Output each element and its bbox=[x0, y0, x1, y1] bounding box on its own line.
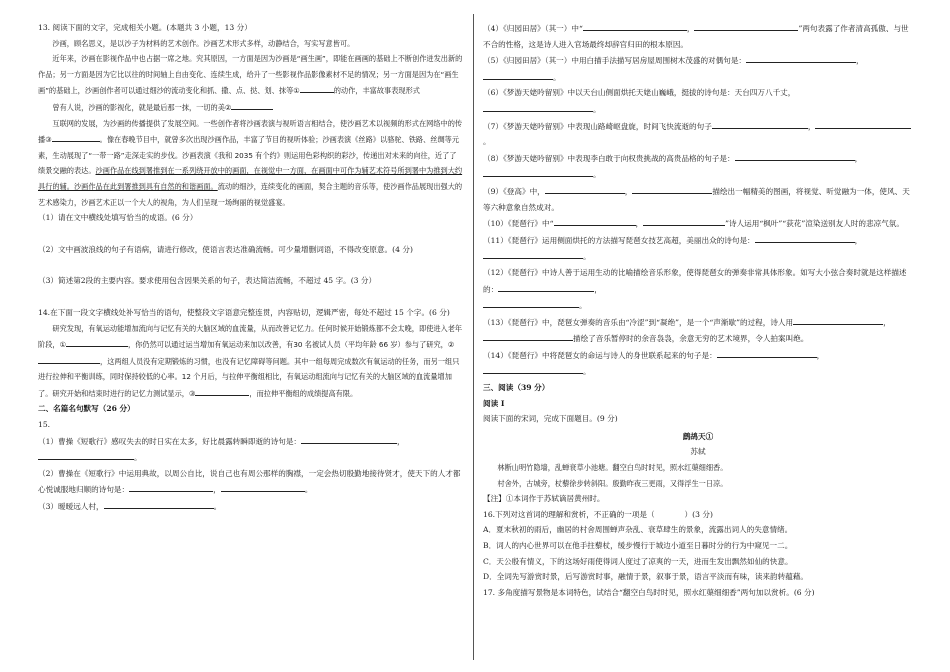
q15-5: （5）《归园田居》（其一）中用白描手法描写居房屋周围树木茂盛的对偶句是： ， 。 bbox=[483, 52, 913, 85]
wavy-sentence: 沙画作品在线到署推到在一系列绕开放中的画面，在视觉中一方面，在画面中可作为辅艺术符号所到署中为推到大约具行的辅。沙画作品在此到署推到具有自然的和谐画面。 bbox=[38, 166, 463, 191]
q15-11: （11）《琵琶行》运用侧面烘托的方法描写琵琶女技艺高超，美丽出众的诗句是： ， 。 bbox=[483, 232, 913, 265]
q15-11-text: （11）《琵琶行》运用侧面烘托的方法描写琵琶女技艺高超，美丽出众的诗句是： bbox=[483, 235, 755, 245]
q14-blank-2[interactable] bbox=[38, 353, 100, 364]
q15-3: （3）暧暧远人村， 。 bbox=[38, 498, 463, 515]
reading-1-label: 阅读 I bbox=[483, 398, 505, 408]
q15-1-text: （1）曹操《短歌行》感叹失去的时日实在太多，好比晨露转瞬即逝的诗句是： bbox=[38, 436, 302, 446]
q15-4-blank-a[interactable] bbox=[583, 20, 687, 31]
poem-note: 【注】①本词作于苏轼谪居黄州时。 bbox=[483, 494, 605, 504]
q16-text: 16.下列对这首词的理解和赏析，不正确的一项是（ bbox=[483, 509, 655, 519]
q15-8-blank-b[interactable] bbox=[483, 166, 593, 177]
q15-1-blank-a[interactable] bbox=[301, 433, 397, 444]
q15-2-blank-a[interactable] bbox=[129, 481, 213, 492]
q15-12-text: （12）《琵琶行》中诗人善于运用生动的比喻描绘音乐形象，使得琵琶女的弹奏非常具体形象。如写大小弦合奏时就是这样描述的： bbox=[483, 267, 907, 294]
q15-5-blank-b[interactable] bbox=[483, 69, 553, 80]
q15-13-blank-b[interactable] bbox=[483, 330, 573, 341]
q15: 15. bbox=[38, 420, 51, 430]
passage-p4-b: 。像在春晚节目中，就曾多次出现沙画作品，丰富了节目的视听体验；沙画表演《丝路》以骆驼、铁路、丝绸等元素，生动展现了“一带一路”走深走实的步伐。沙画表演《我和 2035 有个约》则运用色彩构织的彩沙，传递出对未来的向往，近了了绩景交融的表达。 bbox=[38, 135, 460, 176]
q15-8-blank-a[interactable] bbox=[735, 150, 855, 161]
q14-blank-1[interactable] bbox=[66, 336, 128, 347]
right-column bbox=[483, 20, 913, 600]
column-divider bbox=[473, 14, 474, 660]
poem-title: 鹧鸪天① bbox=[682, 431, 714, 441]
passage-p3 bbox=[38, 99, 463, 116]
q15-6-text: （6）《梦游天姥吟留别》中以天台山侧面烘托天姥山巍峨，挺拔的诗句是：天台四万八千丈， bbox=[483, 88, 796, 98]
q15-11-blank-b[interactable] bbox=[483, 248, 583, 259]
q16-option-d[interactable]: D．全词先写游赏时景，后写游赏时事，融情于景，叙事于景，语言平淡而有味，读来韵转蕴藉。 bbox=[483, 572, 809, 582]
passage-p4-d: 流动的细沙，连续变化的画面，契合主题的音乐等，使沙画作品展现出强大的艺术感染力，沙画艺术正以一个大人的视角，为人们呈现一场绚丽的视觉盛宴。 bbox=[38, 181, 463, 207]
passage-p2 bbox=[38, 51, 463, 99]
q15-14-blank-b[interactable] bbox=[483, 363, 583, 374]
q15-9-tail: 描绘出一幅精美的图画，将视觉、听觉融为一体，使风、天等六种意象自然成对。 bbox=[483, 186, 910, 212]
q15-14: （14）《琵琶行》中将琵琶女的命运与诗人的身世联系起来的句子是： ，。 bbox=[483, 347, 913, 380]
q15-10-tail: 诗人运用“枫叶”“荻花”渲染送别友人时的悲凉气氛。 bbox=[728, 219, 904, 229]
left-column bbox=[38, 20, 463, 515]
q15-6-blank[interactable] bbox=[483, 101, 593, 112]
q15-9-blank-a[interactable] bbox=[545, 183, 625, 194]
q15-8: （8）《梦游天姥吟留别》中表现李白敢于向权贵挑战的高贵品格的句子是： ， 。 bbox=[483, 150, 913, 183]
q15-1-blank-b[interactable] bbox=[38, 449, 134, 460]
q15-12: （12）《琵琶行》中诗人善于运用生动的比喻描绘音乐形象，使得琵琶女的弹奏非常具体形象。如写大小弦合奏时就是这样描述的： ， 。 bbox=[483, 267, 907, 311]
passage-p2-text: 近年来，沙画在影视作品中也占据一席之地。究其原因，一方面是因为沙画是“画生画”，即能在画画的基础上不断创作迸发出新的作品；另一方面是因为它比以往的时间轴上自由变化、连续生成，给升了一些影视作品影像素材不足的情况；另一方面是因为在“画生画”的基础上，沙画创作者可以通过细沙的流动变化和抓、撒、点、挞、划、抹等① bbox=[38, 54, 463, 96]
q15-7: （7）《梦游天姥吟留别》中表现山路崎岖盘旋，时间飞快流逝的句子 ，。 bbox=[483, 118, 913, 150]
q15-13-blank-a[interactable] bbox=[793, 314, 883, 325]
poem-author: 苏轼 bbox=[690, 447, 706, 457]
q15-2: （2）曹操在《短歌行》中运用典故，以周公自比，说自己也有周公那样的胸襟，一定会热切殷勤地接待贤才，使天下的人才都心悦诚服地归顺的诗句是： ， 。 bbox=[38, 468, 461, 495]
q15-14-text: （14）《琵琶行》中将琵琶女的命运与诗人的身世联系起来的句子是： bbox=[483, 350, 717, 360]
q15-6: （6）《梦游天姥吟留别》中以天台山侧面烘托天姥山巍峨，挺拔的诗句是：天台四万八千丈， 。 bbox=[483, 88, 796, 114]
q15-8-text: （8）《梦游天姥吟留别》中表现李白敢于向权贵挑战的高贵品格的句子是： bbox=[483, 153, 735, 163]
section-3-header: 三、阅读（39 分） bbox=[483, 383, 550, 393]
q15-7-blank-b[interactable] bbox=[815, 118, 911, 129]
q15-13-tail: 描绘了音乐暂停时的余音袅袅，余意无穷的艺术境界，令人拍案叫绝。 bbox=[573, 334, 809, 344]
passage-p4-a: 互联网的发展，为沙画的传播提供了发展空间。一些创作者将沙画表演与视听语言相结合，使沙画艺术以视频的形式在网络中的传播③ bbox=[38, 118, 463, 145]
q16-option-a[interactable]: A．夏末秋初的雨后，幽居的村舍周围蝉声杂乱、衰草肆生的景象，流露出词人的失意情绪。 bbox=[483, 525, 793, 535]
blank-2[interactable] bbox=[231, 99, 273, 110]
q15-13-text: （13）《琵琶行》中，琵琶女弹奏的音乐由“冷涩”到“凝绝”，是一个“声渐歇”的过程，诗人用 bbox=[483, 317, 794, 327]
poem-line-1: 林断山明竹隐墙，乱蝉衰草小池塘。翻空白鸟时时见，照水红蕖细细香。 bbox=[497, 463, 728, 473]
poem-line-2: 村舍外，古城旁，杖藜徐步转斜阳。殷勤昨夜三更雨，又得浮生一日凉。 bbox=[497, 478, 728, 488]
q15-9-blank-b[interactable] bbox=[632, 183, 712, 194]
q14-text bbox=[38, 321, 463, 402]
q13-2: （2）文中画波浪线的句子有语病，请进行修改，使语言表达准确流畅。可少量增删词语，不得改变原意。(4 分) bbox=[38, 244, 413, 254]
q15-9-text: （9）《登高》中， bbox=[483, 186, 545, 196]
q15-1: （1）曹操《短歌行》感叹失去的时日实在太多，好比晨露转瞬即逝的诗句是： ， 。 bbox=[38, 433, 463, 466]
blank-3[interactable] bbox=[52, 131, 100, 142]
q14-text-c: ，这两组人员没有定期锻炼的习惯，也没有记忆障碍等问题。其中一组每周完成数次有氧运动的任务，而另一组只进行拉伸和平衡训练，同时保持较低的心率。12 个月后，与拉伸平衡组相比，有氧运动组流向与记忆有关的大脑区域的血流量增加了。研究开始和结束时进行的记忆力测试显示，③ bbox=[38, 356, 460, 398]
passage-p2-end: 的动作，丰富故事表现形式 bbox=[333, 86, 420, 96]
q15-5-blank-a[interactable] bbox=[746, 52, 856, 63]
passage-p4 bbox=[38, 116, 463, 211]
section-2-header: 二、名篇名句默写（26 分） bbox=[38, 404, 135, 414]
q15-4-text: （4）《归园田居》（其一）中“ bbox=[483, 24, 583, 33]
q15-10: （10）《琵琶行》中“ ， ”诗人运用“枫叶”“荻花”渲染送别友人时的悲凉气氛。 bbox=[483, 215, 913, 232]
q15-3-blank[interactable] bbox=[104, 498, 214, 509]
blank-1[interactable] bbox=[300, 82, 334, 93]
q14-header: 14.在下面一段文字横线处补写恰当的语句，使整段文字语意完整连贯，内容贴切，逻辑严密，每处不超过 15 个字。(6 分) bbox=[38, 307, 450, 317]
q14-blank-3[interactable] bbox=[195, 385, 249, 396]
q15-5-text: （5）《归园田居》（其一）中用白描手法描写居房屋周围树木茂盛的对偶句是： bbox=[483, 56, 747, 66]
q15-2-blank-b[interactable] bbox=[221, 481, 305, 492]
q13-passage bbox=[38, 36, 463, 211]
q14-text-a: 研究发现，有氧运动能增加流向与记忆有关的大脑区域的血流量，从而改善记忆力。任何时候开始锻炼都不会太晚，即使进入老年阶段，① bbox=[38, 323, 463, 350]
q15-10-text: （10）《琵琶行》中“ bbox=[483, 219, 554, 229]
q15-11-blank-a[interactable] bbox=[755, 232, 855, 243]
q15-12-blank-a[interactable] bbox=[498, 281, 594, 292]
q15-10-blank-a[interactable] bbox=[554, 215, 636, 226]
q14-text-b: ，你仍然可以通过运当增加有氧运动来加以改善，有30 名被试人员（平均年龄 66 岁）参与了研究，② bbox=[128, 340, 455, 350]
q15-14-blank-a[interactable] bbox=[717, 347, 817, 358]
q15-4-tail: ”两句表露了作者清高孤傲、与世不合的性格，这是诗人进入官场最终却辞官归田的根本原因。 bbox=[483, 24, 909, 49]
q15-4-blank-b[interactable] bbox=[694, 20, 798, 31]
q16-score: ）(3 分) bbox=[684, 509, 713, 519]
q15-10-blank-b[interactable] bbox=[643, 215, 725, 226]
q15-12-blank-b[interactable] bbox=[483, 297, 579, 308]
q16-option-c[interactable]: C．天公殷有情义，下的这场好雨使得词人度过了凉爽的一天，进而生发出飘然如仙的快意。 bbox=[483, 556, 793, 566]
passage-p1: 沙画，顾名思义，是以沙子为材料的艺术创作。沙画艺术形式多样，动静结合，写实写意皆可。 bbox=[52, 38, 355, 48]
reading-1-intro: 阅读下面的宋词，完成下面题目。(9 分) bbox=[483, 414, 618, 424]
q15-4: （4）《归园田居》（其一）中“ ， ”两句表露了作者清高孤傲、与世不合的性格，这是诗人进入官场最终却辞官归田的根本原因。 bbox=[483, 20, 913, 52]
q17: 17. 多角度描写景物是本词特色，试结合“翻空白鸟时时见，照水红蕖细细香”两句加以赏析。(6 分) bbox=[483, 587, 815, 597]
q14-text-d: ，而拉伸平衡组的成绩提高有限。 bbox=[249, 388, 358, 398]
q15-3-text: （3）暧暧远人村， bbox=[38, 502, 104, 512]
q13-header: 13. 阅读下面的文字，完成相关小题。(本题共 3 小题，13 分） bbox=[38, 23, 252, 32]
q15-2-text: （2）曹操在《短歌行》中运用典故，以周公自比，说自己也有周公那样的胸襟，一定会热切殷勤地接待贤才，使天下的人才都心悦诚服地归顺的诗句是： bbox=[38, 468, 461, 495]
q15-7-blank-a[interactable] bbox=[712, 118, 808, 129]
q15-9: （9）《登高》中， ， 描绘出一幅精美的图画，将视觉、听觉融为一体，使风、天等六种意象自然成对。 bbox=[483, 183, 913, 215]
q13-1: （1）请在文中横线处填写恰当的成语。(6 分） bbox=[38, 213, 198, 223]
passage-p3-text: 曾有人说，沙画的影视化，就是最后那一抹，一切的美② bbox=[52, 102, 232, 112]
q15-7-text: （7）《梦游天姥吟留别》中表现山路崎岖盘旋，时间飞快流逝的句子 bbox=[483, 121, 712, 131]
q15-13: （13）《琵琶行》中，琵琶女弹奏的音乐由“冷涩”到“凝绝”，是一个“声渐歇”的过程，诗人用 ，描绘了音乐暂停时的余音袅袅，余意无穷的艺术境界，令人拍案叫绝。 bbox=[483, 314, 913, 347]
q16-option-b[interactable]: B．词人的内心世界可以在他手拄藜杖，缓步慢行于城边小道至日暮时分的行为中窥见一二。 bbox=[483, 541, 793, 550]
q16 bbox=[483, 507, 913, 523]
q13-3: （3）简述第2段的主要内容。要求使用包含因果关系的句子，表达简洁流畅，不超过 45 字。(3 分） bbox=[38, 276, 377, 286]
